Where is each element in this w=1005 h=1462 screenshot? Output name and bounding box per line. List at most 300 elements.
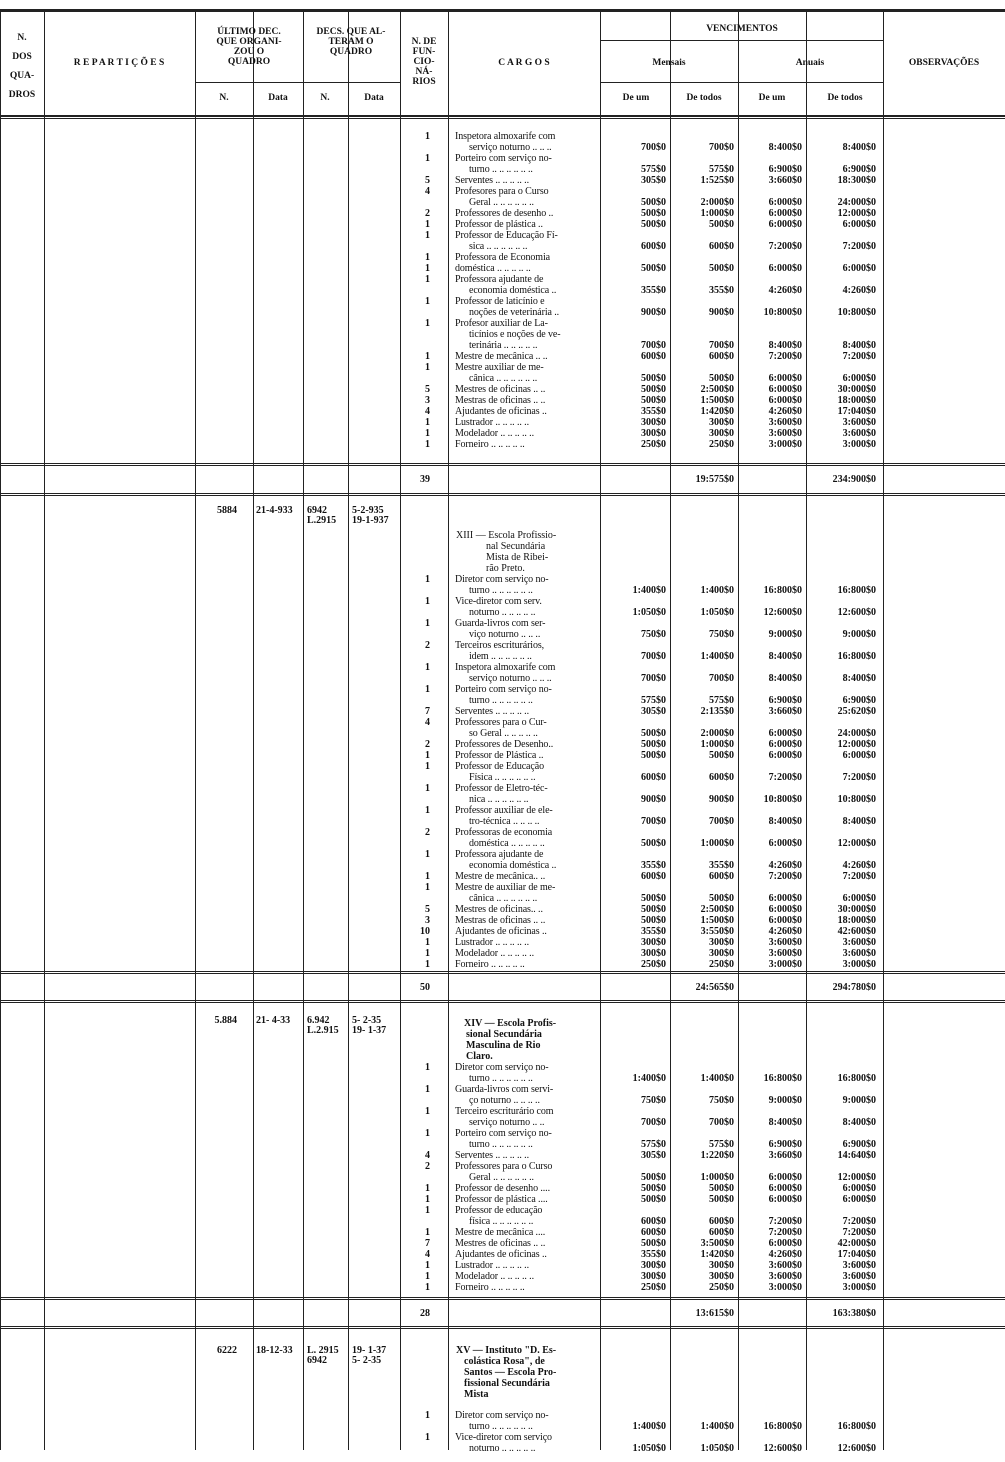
mensal-de-todos: 300$0 <box>709 948 734 959</box>
mensal-de-todos: 575$0 <box>709 695 734 706</box>
employee-count: 1 <box>425 428 430 439</box>
anual-de-todos: 24:000$0 <box>837 728 876 739</box>
employee-count: 1 <box>425 574 430 585</box>
mensal-de-um: 600$0 <box>641 1216 666 1227</box>
anual-de-um: 6:000$0 <box>768 384 802 395</box>
anual-de-um: 6:900$0 <box>768 695 802 706</box>
anual-de-um: 3:600$0 <box>768 428 802 439</box>
anual-de-todos: 8:400$0 <box>842 673 876 684</box>
section-title: XV — Instituto "D. Es- <box>456 1345 557 1356</box>
anual-de-todos: 8:400$0 <box>842 340 876 351</box>
employee-count: 7 <box>425 1238 430 1249</box>
anual-de-um: 6:000$0 <box>768 1183 802 1194</box>
mensal-de-um: 250$0 <box>641 959 666 970</box>
anual-de-todos: 3:000$0 <box>842 959 876 970</box>
mensal-de-um: 300$0 <box>641 1271 666 1282</box>
mensal-de-todos: 1:000$0 <box>700 1172 734 1183</box>
cargo-label: Porteiro com serviço no- <box>455 1128 552 1139</box>
cargo-label: Professor de educação <box>455 1205 543 1216</box>
anual-de-todos: 7:200$0 <box>842 351 876 362</box>
cargo-label: Mestras de oficinas .. .. <box>455 915 546 926</box>
anual-de-todos: 16:800$0 <box>837 1073 876 1084</box>
cargo-label: turno .. .. .. .. .. .. <box>469 1139 533 1150</box>
vencimentos-divider <box>600 40 883 41</box>
cargo-label: cânica .. .. .. .. .. .. <box>469 373 538 384</box>
cargo-label: cânica .. .. .. .. .. .. <box>469 893 538 904</box>
employee-count: 7 <box>425 706 430 717</box>
employee-count: 1 <box>425 959 430 970</box>
employee-count: 3 <box>425 395 430 406</box>
cargo-label: Professoras de economia <box>455 827 553 838</box>
cargo-label: Serventes .. .. .. .. .. <box>455 706 529 717</box>
alter-dec-date: 5- 2-35 <box>352 1355 382 1366</box>
mensal-de-todos: 600$0 <box>709 1216 734 1227</box>
employee-count: 1 <box>425 750 430 761</box>
cargo-label: Modelador .. .. .. .. .. <box>455 948 534 959</box>
cargo-label: Professor auxiliar de ele- <box>455 805 553 816</box>
mensal-de-um: 500$0 <box>641 750 666 761</box>
employee-count: 2 <box>425 827 430 838</box>
anual-de-um: 8:400$0 <box>768 1117 802 1128</box>
employee-count: 1 <box>425 252 430 263</box>
cargo-label: noturno .. .. .. .. .. <box>469 1443 536 1454</box>
anual-de-todos: 42:600$0 <box>837 926 876 937</box>
mensal-de-um: 500$0 <box>641 904 666 915</box>
total-rule-bottom-0 <box>0 493 1005 494</box>
employee-count: 5 <box>425 384 430 395</box>
mensal-de-um: 700$0 <box>641 340 666 351</box>
cargo-label: Mestres de oficinas.. .. <box>455 904 543 915</box>
cargo-label: Professores para o Cur- <box>455 717 547 728</box>
cargo-label: Serventes .. .. .. .. .. <box>455 175 529 186</box>
mensal-de-todos: 600$0 <box>709 241 734 252</box>
anual-de-um: 3:000$0 <box>768 959 802 970</box>
mensal-de-um: 500$0 <box>641 373 666 384</box>
anual-de-todos: 14:640$0 <box>837 1150 876 1161</box>
anual-de-todos: 9:000$0 <box>842 1095 876 1106</box>
cargo-label: nica .. .. .. .. .. .. <box>469 794 529 805</box>
mensal-de-um: 300$0 <box>641 937 666 948</box>
mensal-de-um: 500$0 <box>641 1183 666 1194</box>
column-rule-3 <box>303 12 304 1450</box>
cargo-label: tro-técnica .. .. .. .. <box>469 816 540 827</box>
alter-dec-number: L.2.915 <box>307 1025 339 1036</box>
mensal-de-um: 700$0 <box>641 816 666 827</box>
mensal-de-um: 500$0 <box>641 1194 666 1205</box>
employee-count: 1 <box>425 1282 430 1293</box>
ultimo-dec-number: 5884 <box>217 505 237 516</box>
anual-de-todos: 10:800$0 <box>837 794 876 805</box>
cargo-label: Professores de desenho .. <box>455 208 554 219</box>
employee-count: 1 <box>425 351 430 362</box>
mensal-de-todos: 500$0 <box>709 373 734 384</box>
mensal-de-um: 1:400$0 <box>632 1073 666 1084</box>
cargo-label: Mestre de auxiliar de me- <box>455 882 556 893</box>
anual-de-todos: 25:620$0 <box>837 706 876 717</box>
employee-count: 1 <box>425 296 430 307</box>
mensal-de-todos: 900$0 <box>709 794 734 805</box>
anual-de-um: 8:400$0 <box>768 142 802 153</box>
header-mensal-de-um: De um <box>622 93 650 103</box>
header-anual-de-todos: De todos <box>827 93 863 103</box>
anual-de-um: 6:000$0 <box>768 197 802 208</box>
anual-de-todos: 4:260$0 <box>842 285 876 296</box>
section-title: sional Secundária <box>466 1029 542 1040</box>
mensal-de-todos: 355$0 <box>709 285 734 296</box>
anual-de-um: 3:600$0 <box>768 948 802 959</box>
anual-de-um: 3:000$0 <box>768 439 802 450</box>
cargo-label: Geral .. .. .. .. .. .. <box>469 1172 534 1183</box>
cargo-label: Inspetora almoxarife com <box>455 662 556 673</box>
employee-count: 2 <box>425 739 430 750</box>
employee-count: 1 <box>425 662 430 673</box>
mensal-de-um: 500$0 <box>641 728 666 739</box>
anual-de-um: 12:600$0 <box>763 1443 802 1454</box>
mensal-de-um: 700$0 <box>641 142 666 153</box>
total-anual: 294:780$0 <box>832 982 876 993</box>
mensal-de-todos: 575$0 <box>709 164 734 175</box>
column-rule-4 <box>348 12 349 1450</box>
cargo-label: so Geral .. .. .. .. .. <box>469 728 538 739</box>
header-ultimo-dec: QUADRO <box>227 57 271 67</box>
anual-de-todos: 8:400$0 <box>842 142 876 153</box>
mensal-de-um: 900$0 <box>641 307 666 318</box>
cargo-label: Guarda-livros com servi- <box>455 1084 554 1095</box>
section-title: XIII — Escola Profissio- <box>456 530 557 541</box>
ultimo-dec-number: 5.884 <box>214 1015 237 1026</box>
cargo-label: física .. .. .. .. .. .. <box>469 1216 534 1227</box>
anual-de-um: 16:800$0 <box>763 1073 802 1084</box>
mensal-de-um: 900$0 <box>641 794 666 805</box>
mensais-anuais-divider <box>600 82 883 83</box>
anual-de-um: 8:400$0 <box>768 340 802 351</box>
cargo-label: Porteiro com serviço no- <box>455 153 552 164</box>
mensal-de-um: 300$0 <box>641 417 666 428</box>
mensal-de-todos: 3:500$0 <box>700 1238 734 1249</box>
header-ultimo-data: Data <box>268 93 288 103</box>
mensal-de-um: 355$0 <box>641 406 666 417</box>
cargo-label: turno .. .. .. .. .. .. <box>469 164 533 175</box>
employee-count: 1 <box>425 1227 430 1238</box>
anual-de-um: 9:000$0 <box>768 629 802 640</box>
cargo-label: Professor de Eletro-téc- <box>455 783 548 794</box>
employee-count: 4 <box>425 186 430 197</box>
mensal-de-todos: 1:050$0 <box>700 1443 734 1454</box>
employee-count: 1 <box>425 362 430 373</box>
mensal-de-todos: 1:500$0 <box>700 915 734 926</box>
header-decs-data: Data <box>364 93 384 103</box>
employee-count: 1 <box>425 1410 430 1421</box>
employee-count: 4 <box>425 1249 430 1260</box>
anual-de-todos: 3:000$0 <box>842 1282 876 1293</box>
employee-count: 1 <box>425 1128 430 1139</box>
anual-de-todos: 6:900$0 <box>842 695 876 706</box>
anual-de-todos: 12:600$0 <box>837 607 876 618</box>
alter-dec-number: L.2915 <box>307 515 337 526</box>
anual-de-todos: 3:600$0 <box>842 1271 876 1282</box>
anual-de-todos: 17:040$0 <box>837 406 876 417</box>
anual-de-um: 6:000$0 <box>768 750 802 761</box>
employee-count: 1 <box>425 263 430 274</box>
mensal-de-todos: 500$0 <box>709 750 734 761</box>
total-mensal: 19:575$0 <box>695 474 734 485</box>
mensal-de-um: 500$0 <box>641 263 666 274</box>
anual-de-um: 7:200$0 <box>768 772 802 783</box>
mensal-de-um: 500$0 <box>641 739 666 750</box>
anual-de-um: 10:800$0 <box>763 794 802 805</box>
cargo-label: turno .. .. .. .. .. .. <box>469 695 533 706</box>
cargo-label: serviço noturno .. .. .. <box>469 142 552 153</box>
anual-de-um: 6:000$0 <box>768 838 802 849</box>
anual-de-um: 6:000$0 <box>768 395 802 406</box>
cargo-label: Professores para o Curso <box>455 1161 553 1172</box>
anual-de-todos: 3:600$0 <box>842 417 876 428</box>
mensal-de-um: 1:400$0 <box>632 585 666 596</box>
employee-count: 1 <box>425 1062 430 1073</box>
mensal-de-um: 355$0 <box>641 860 666 871</box>
anual-de-todos: 7:200$0 <box>842 1216 876 1227</box>
mensal-de-todos: 355$0 <box>709 860 734 871</box>
mensal-de-todos: 600$0 <box>709 351 734 362</box>
alter-dec-number: L. 2915 <box>307 1345 339 1356</box>
cargo-label: Geral .. .. .. .. .. .. <box>469 197 534 208</box>
mensal-de-todos: 750$0 <box>709 1095 734 1106</box>
cargo-label: Terceiros escriturários, <box>455 640 545 651</box>
header-n-funcionarios: NÁ- <box>415 67 433 77</box>
mensal-de-um: 600$0 <box>641 871 666 882</box>
mensal-de-todos: 2:500$0 <box>700 384 734 395</box>
mensal-de-um: 575$0 <box>641 164 666 175</box>
anual-de-um: 6:000$0 <box>768 739 802 750</box>
employee-count: 1 <box>425 1194 430 1205</box>
employee-count: 1 <box>425 131 430 142</box>
mensal-de-um: 500$0 <box>641 1172 666 1183</box>
section-title: Mista de Ribei- <box>486 552 549 563</box>
section-title: Masculina de Rio <box>466 1040 541 1051</box>
anual-de-um: 6:000$0 <box>768 1172 802 1183</box>
mensal-de-todos: 700$0 <box>709 1117 734 1128</box>
cargo-label: Lustrador .. .. .. .. .. <box>455 937 529 948</box>
anual-de-um: 16:800$0 <box>763 585 802 596</box>
mensal-de-todos: 2:135$0 <box>700 706 734 717</box>
mensal-de-um: 600$0 <box>641 772 666 783</box>
section-title: Mista <box>464 1389 489 1400</box>
employee-count: 1 <box>425 153 430 164</box>
cargo-label: Diretor com serviço no- <box>455 1062 549 1073</box>
cargo-label: economia doméstica .. <box>469 860 557 871</box>
anual-de-todos: 17:040$0 <box>837 1249 876 1260</box>
cargo-label: Inspetora almoxarife com <box>455 131 556 142</box>
cargo-label: Diretor com serviço no- <box>455 574 549 585</box>
cargo-label: Forneiro .. .. .. .. .. <box>455 439 525 450</box>
anual-de-todos: 9:000$0 <box>842 629 876 640</box>
cargo-label: Professor de Plástica .. <box>455 750 544 761</box>
mensal-de-um: 600$0 <box>641 1227 666 1238</box>
mensal-de-todos: 1:420$0 <box>700 406 734 417</box>
mensal-de-um: 700$0 <box>641 651 666 662</box>
cargo-label: Professora ajudante de <box>455 274 544 285</box>
cargo-label: economia doméstica .. <box>469 285 557 296</box>
anual-de-um: 8:400$0 <box>768 816 802 827</box>
n-data-divider <box>195 82 400 83</box>
mensal-de-todos: 575$0 <box>709 1139 734 1150</box>
anual-de-todos: 6:000$0 <box>842 263 876 274</box>
cargo-label: Professores de Desenho.. <box>455 739 554 750</box>
cargo-label: Mestre de mecânica .... <box>455 1227 546 1238</box>
anual-de-todos: 18:300$0 <box>837 175 876 186</box>
anual-de-um: 3:660$0 <box>768 1150 802 1161</box>
anual-de-todos: 6:900$0 <box>842 164 876 175</box>
mensal-de-um: 500$0 <box>641 395 666 406</box>
anual-de-um: 8:400$0 <box>768 673 802 684</box>
mensal-de-todos: 300$0 <box>709 937 734 948</box>
header-ultimo-dec: ZOU O <box>233 47 265 57</box>
anual-de-todos: 6:000$0 <box>842 893 876 904</box>
mensal-de-um: 575$0 <box>641 1139 666 1150</box>
mensal-de-todos: 1:000$0 <box>700 739 734 750</box>
cargo-label: viço noturno .. .. .. <box>469 629 541 640</box>
total-rule-bottom2-1 <box>0 1002 1005 1003</box>
anual-de-um: 3:000$0 <box>768 1282 802 1293</box>
cargo-label: idem .. .. .. .. .. .. <box>469 651 532 662</box>
anual-de-um: 4:260$0 <box>768 285 802 296</box>
employee-count: 1 <box>425 1205 430 1216</box>
anual-de-um: 3:600$0 <box>768 1260 802 1271</box>
employee-count: 1 <box>425 1183 430 1194</box>
mensal-de-um: 600$0 <box>641 241 666 252</box>
cargo-label: Mestres de oficinas .. .. <box>455 1238 546 1249</box>
anual-de-todos: 3:600$0 <box>842 937 876 948</box>
anual-de-todos: 18:000$0 <box>837 915 876 926</box>
anual-de-todos: 4:260$0 <box>842 860 876 871</box>
cargo-label: Professor de Educação <box>455 761 544 772</box>
anual-de-um: 6:000$0 <box>768 263 802 274</box>
mensal-de-todos: 2:000$0 <box>700 728 734 739</box>
header-n-dos-quadros: QUA- <box>9 71 35 81</box>
employee-count: 1 <box>425 882 430 893</box>
header-vencimentos: VENCIMENTOS <box>706 24 778 34</box>
employee-count: 10 <box>420 926 430 937</box>
total-rule-bottom-2 <box>0 1326 1005 1327</box>
cargo-label: Porteiro com serviço no- <box>455 684 552 695</box>
cargo-label: Forneiro .. .. .. .. .. <box>455 1282 525 1293</box>
cargo-label: Física .. .. .. .. .. .. <box>469 772 536 783</box>
anual-de-todos: 7:200$0 <box>842 871 876 882</box>
anual-de-um: 3:600$0 <box>768 1271 802 1282</box>
header-reparticoes: R E P A R T I Ç Õ E S <box>73 58 165 68</box>
mensal-de-todos: 250$0 <box>709 439 734 450</box>
cargo-label: Professor de laticínio e <box>455 296 545 307</box>
anual-de-todos: 3:600$0 <box>842 1260 876 1271</box>
mensal-de-todos: 1:400$0 <box>700 1421 734 1432</box>
cargo-label: Profesor auxiliar de La- <box>455 318 548 329</box>
anual-de-todos: 6:000$0 <box>842 219 876 230</box>
total-rule-bottom2-0 <box>0 495 1005 496</box>
header-decs-alteram: TERAM O <box>328 37 374 47</box>
header-observacoes: OBSERVAÇÕES <box>908 58 980 68</box>
mensal-de-todos: 300$0 <box>709 1271 734 1282</box>
employee-count: 1 <box>425 684 430 695</box>
total-anual: 163:380$0 <box>832 1308 876 1319</box>
cargo-label: terinária .. .. .. .. .. <box>469 340 538 351</box>
mensal-de-todos: 700$0 <box>709 673 734 684</box>
mensal-de-um: 500$0 <box>641 197 666 208</box>
anual-de-todos: 16:800$0 <box>837 585 876 596</box>
cargo-label: noções de veterinária .. <box>469 307 560 318</box>
anual-de-todos: 42:000$0 <box>837 1238 876 1249</box>
cargo-label: Professor de plástica .. <box>455 219 543 230</box>
employee-count: 4 <box>425 1150 430 1161</box>
column-rule-0 <box>44 12 45 1450</box>
mensal-de-um: 500$0 <box>641 893 666 904</box>
anual-de-todos: 18:000$0 <box>837 395 876 406</box>
anual-de-todos: 16:800$0 <box>837 1421 876 1432</box>
header-n-funcionarios: RIOS <box>412 77 436 87</box>
mensal-de-um: 500$0 <box>641 1238 666 1249</box>
anual-de-todos: 6:900$0 <box>842 1139 876 1150</box>
column-rule-2 <box>253 12 254 1450</box>
total-rule-bottom2-2 <box>0 1328 1005 1329</box>
mensal-de-todos: 500$0 <box>709 1183 734 1194</box>
header-mensal-de-todos: De todos <box>686 93 722 103</box>
mensal-de-todos: 1:400$0 <box>700 651 734 662</box>
mensal-de-todos: 600$0 <box>709 772 734 783</box>
header-n-dos-quadros: DOS <box>12 52 32 62</box>
total-mensal: 13:615$0 <box>695 1308 734 1319</box>
mensal-de-um: 305$0 <box>641 175 666 186</box>
ultimo-dec-date: 21- 4-33 <box>256 1015 291 1026</box>
total-rule-top-0 <box>0 463 1005 464</box>
mensal-de-todos: 600$0 <box>709 1227 734 1238</box>
employee-count: 1 <box>425 274 430 285</box>
alter-dec-number: 6942 <box>307 1355 327 1366</box>
employee-count: 3 <box>425 915 430 926</box>
mensal-de-todos: 300$0 <box>709 417 734 428</box>
header-decs-alteram: DECS. QUE AL- <box>316 27 386 37</box>
mensal-de-todos: 700$0 <box>709 340 734 351</box>
mensal-de-um: 1:050$0 <box>632 607 666 618</box>
cargo-label: turno .. .. .. .. .. .. <box>469 1073 533 1084</box>
total-rule-bottom-1 <box>0 1000 1005 1001</box>
cargo-label: serviço noturno .. .. .. <box>469 673 552 684</box>
cargo-label: Lustrador .. .. .. .. .. <box>455 417 529 428</box>
mensal-de-um: 300$0 <box>641 1260 666 1271</box>
cargo-label: Guarda-livros com ser- <box>455 618 546 629</box>
employee-count: 2 <box>425 640 430 651</box>
cargo-label: ço noturno .. .. .. .. <box>469 1095 540 1106</box>
cargo-label: Modelador .. .. .. .. .. <box>455 428 534 439</box>
mensal-de-um: 355$0 <box>641 926 666 937</box>
header-ultimo-dec: QUE ORGANI- <box>216 37 282 47</box>
anual-de-todos: 3:600$0 <box>842 428 876 439</box>
mensal-de-todos: 600$0 <box>709 871 734 882</box>
cargo-label: Professor de Educação Fí- <box>455 230 558 241</box>
mensal-de-um: 600$0 <box>641 351 666 362</box>
ultimo-dec-number: 6222 <box>217 1345 237 1356</box>
anual-de-todos: 6:000$0 <box>842 750 876 761</box>
anual-de-todos: 6:000$0 <box>842 1194 876 1205</box>
mensal-de-todos: 500$0 <box>709 1194 734 1205</box>
alter-dec-number: 6942 <box>307 505 327 516</box>
anual-de-um: 4:260$0 <box>768 926 802 937</box>
anual-de-todos: 16:800$0 <box>837 651 876 662</box>
anual-de-um: 3:660$0 <box>768 175 802 186</box>
anual-de-todos: 12:000$0 <box>837 208 876 219</box>
cargo-label: turno .. .. .. .. .. .. <box>469 585 533 596</box>
total-employees: 28 <box>420 1308 430 1319</box>
total-employees: 50 <box>420 982 430 993</box>
mensal-de-todos: 500$0 <box>709 893 734 904</box>
